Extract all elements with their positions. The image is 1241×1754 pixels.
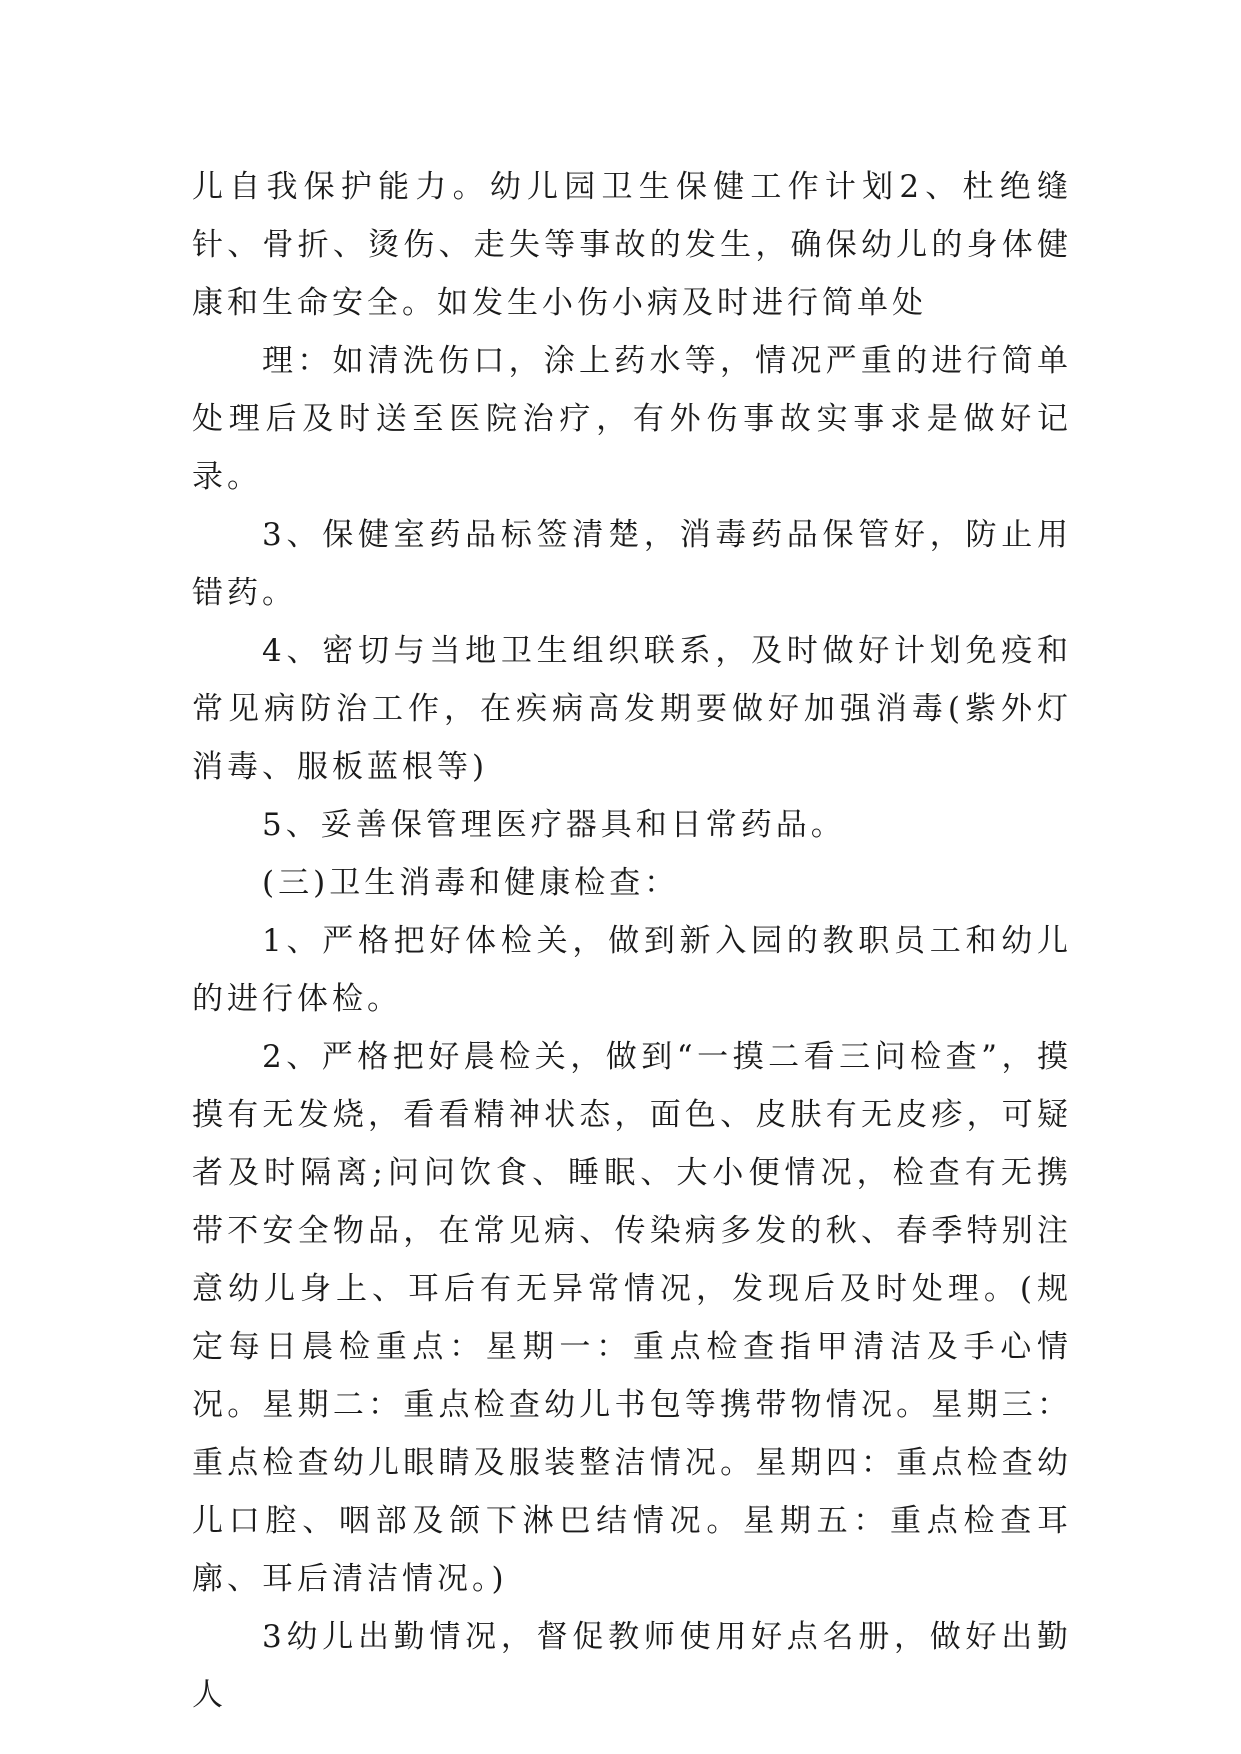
paragraph-8: 2、严格把好晨检关，做到“一摸二看三问检查”，摸摸有无发烧，看看精神状态，面色、皮肤有无皮疹，可疑者及时隔离;问问饮食、睡眠、大小便情况，检查有无携带不安全物品，在常见病、传染病多发的秋、春季特别注意幼儿身上、耳后有无异常情况，发现后及时处理。(规定每日晨检重点：星期一：重点检查指甲清洁及手心情况。星期二：重点检查幼儿书包等携带物情况。星期三：重点检查幼儿眼睛及服装整洁情况。星期四：重点检查幼儿口腔、咽部及颌下淋巴结情况。星期五：重点检查耳廓、耳后清洁情况。): [192, 1039, 1072, 1597]
paragraph-2: 理：如清洗伤口，涂上药水等，情况严重的进行简单处理后及时送至医院治疗，有外伤事故实事求是做好记录。: [192, 343, 1072, 495]
paragraph-9: 3幼儿出勤情况，督促教师使用好点名册，做好出勤人: [192, 1619, 1072, 1713]
document-body: [192, 158, 1072, 1724]
paragraph-5: 5、妥善保管理医疗器具和日常药品。: [262, 807, 846, 843]
paragraph-3: 3、保健室药品标签清楚，消毒药品保管好，防止用错药。: [192, 517, 1072, 611]
section-heading: (三)卫生消毒和健康检查：: [262, 865, 680, 901]
paragraph-7: 1、严格把好体检关，做到新入园的教职员工和幼儿的进行体检。: [192, 923, 1072, 1017]
paragraph-4: 4、密切与当地卫生组织联系，及时做好计划免疫和常见病防治工作，在疾病高发期要做好加强消毒(紫外灯消毒、服板蓝根等): [192, 633, 1072, 785]
paragraph-1: 儿自我保护能力。幼儿园卫生保健工作计划2、杜绝缝针、骨折、烫伤、走失等事故的发生，确保幼儿的身体健康和生命安全。如发生小伤小病及时进行简单处: [192, 169, 1072, 321]
